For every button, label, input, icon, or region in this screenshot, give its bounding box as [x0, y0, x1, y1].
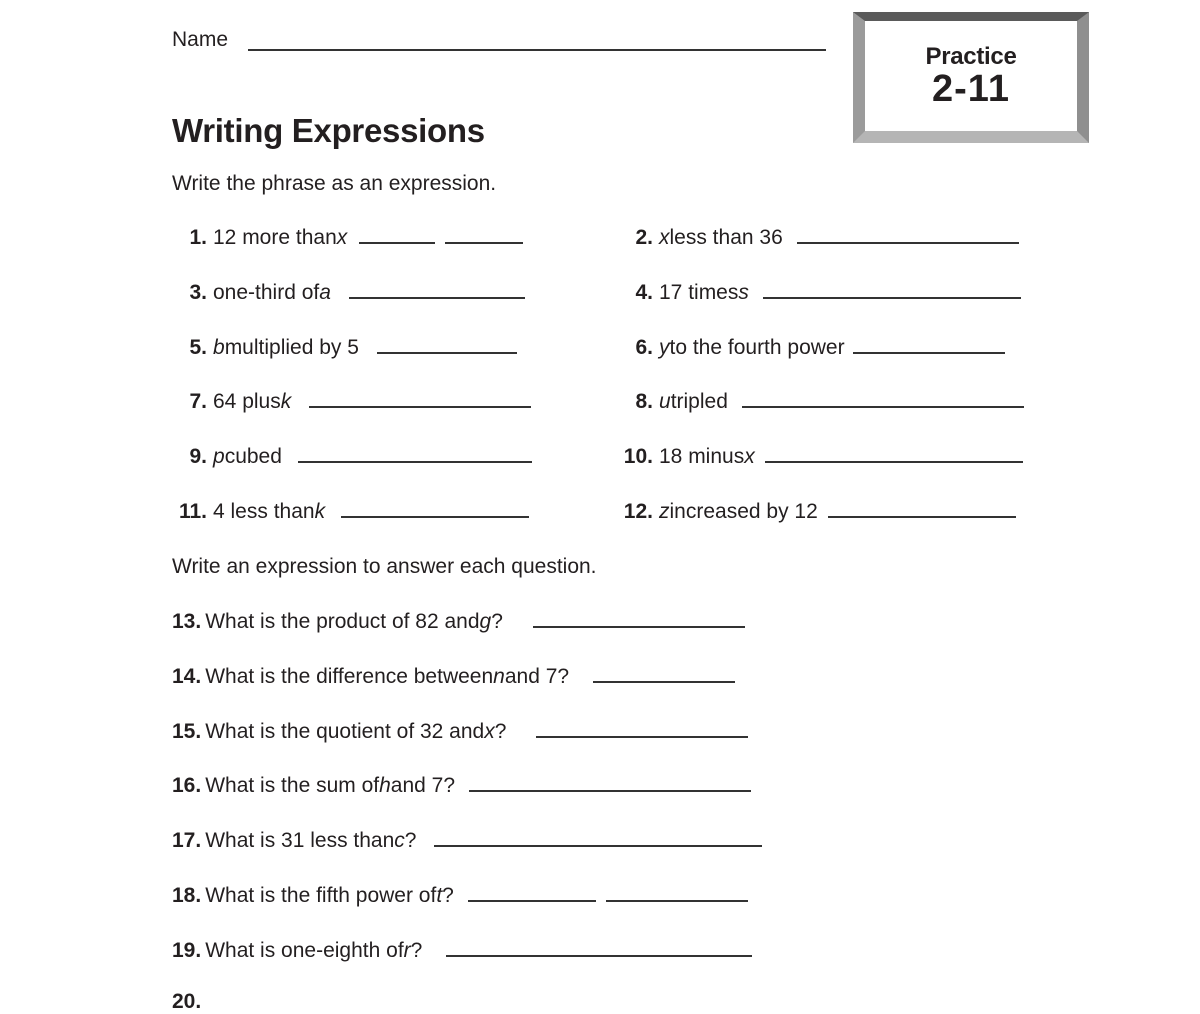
- question-17: 17. What is 31 less than c ?: [172, 829, 762, 853]
- answer-blank[interactable]: [606, 899, 748, 902]
- exercise-6: 6. y to the fourth power: [617, 336, 1005, 360]
- question-16: 16. What is the sum of h and 7?: [172, 774, 751, 798]
- answer-blank[interactable]: [469, 789, 751, 792]
- page-title: Writing Expressions: [172, 112, 485, 149]
- answer-blank[interactable]: [763, 296, 1021, 299]
- question-18: 18. What is the fifth power of t ?: [172, 884, 748, 908]
- answer-blank[interactable]: [434, 844, 762, 847]
- exercise-5: 5. b multiplied by 5: [172, 336, 517, 360]
- exercise-7: 7. 64 plus k: [172, 390, 531, 414]
- badge-number: 2-11: [932, 68, 1010, 111]
- answer-blank[interactable]: [349, 296, 525, 299]
- answer-blank[interactable]: [468, 899, 596, 902]
- exercise-8: 8. u tripled: [617, 390, 1024, 414]
- answer-blank[interactable]: [797, 241, 1019, 244]
- exercise-9: 9. p cubed: [172, 445, 532, 469]
- practice-badge: [853, 12, 1089, 143]
- answer-blank[interactable]: [298, 460, 532, 463]
- question-13: 13. What is the product of 82 and g ?: [172, 610, 745, 634]
- exercise-12: 12. z increased by 12: [610, 500, 1016, 524]
- exercise-10: 10. 18 minus x: [610, 445, 1023, 469]
- answer-blank[interactable]: [853, 351, 1005, 354]
- answer-blank[interactable]: [536, 735, 748, 738]
- answer-blank[interactable]: [309, 405, 531, 408]
- exercise-2: 2. x less than 36: [617, 226, 1019, 250]
- section2-instruction: Write an expression to answer each question.: [172, 555, 597, 578]
- question-15: 15. What is the quotient of 32 and x ?: [172, 720, 748, 744]
- answer-blank[interactable]: [377, 351, 517, 354]
- exercise-4: 4. 17 times s: [617, 281, 1021, 305]
- answer-blank[interactable]: [533, 625, 745, 628]
- question-14: 14. What is the difference between n and 7?: [172, 665, 735, 689]
- answer-blank[interactable]: [341, 515, 529, 518]
- answer-blank[interactable]: [828, 515, 1016, 518]
- section1-instruction: Write the phrase as an expression.: [172, 172, 497, 195]
- answer-blank[interactable]: [359, 241, 435, 244]
- name-field[interactable]: [248, 49, 826, 51]
- exercise-1: 1. 12 more than x: [172, 226, 523, 250]
- exercise-3: 3. one-third of a: [172, 281, 525, 305]
- answer-blank[interactable]: [742, 405, 1024, 408]
- answer-blank[interactable]: [765, 460, 1023, 463]
- exercise-11: 11. 4 less than k: [165, 500, 529, 524]
- answer-blank[interactable]: [446, 954, 752, 957]
- badge-label: Practice: [925, 43, 1017, 71]
- answer-blank[interactable]: [593, 680, 735, 683]
- answer-blank[interactable]: [445, 241, 523, 244]
- question-19: 19. What is one-eighth of r ?: [172, 939, 752, 963]
- question-20-partial: 20.: [172, 990, 202, 1013]
- name-label: Name: [172, 28, 229, 51]
